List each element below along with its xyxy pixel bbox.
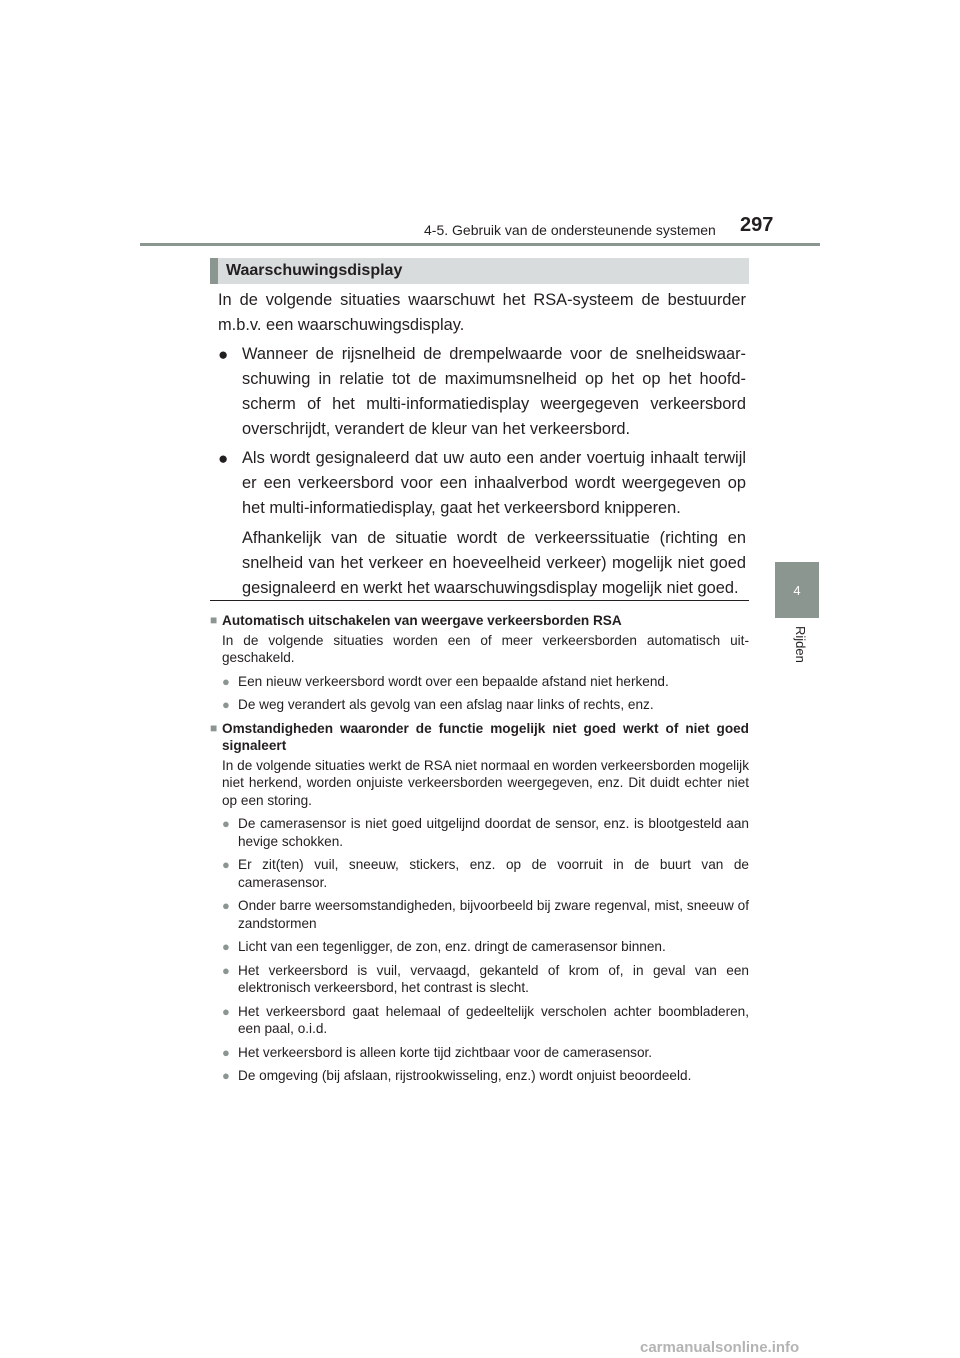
note-intro: In de volgende situaties worden een of meer verkeersborden automatisch uitgeschakeld. — [222, 632, 749, 665]
bullet-icon: ● — [222, 697, 230, 712]
bullet-icon: ● — [222, 1003, 230, 1019]
list-item-text: Onder barre weersomstandigheden, bijvoorbeeld bij zware regenval, mist, sneeuw of zandstormen — [238, 898, 749, 931]
bullet-icon: ● — [222, 1068, 230, 1083]
list-item — [210, 897, 749, 932]
list-item-text: De omgeving (bij afslaan, rijstrookwisseling, enz.) wordt onjuist beoordeeld. — [238, 1068, 692, 1083]
bullet-icon: ● — [222, 857, 230, 872]
section-title: Waarschuwingsdisplay — [210, 258, 749, 284]
list-item — [210, 696, 749, 714]
bullet-icon: ● — [222, 962, 230, 978]
header-rule — [140, 243, 820, 246]
notes-block — [210, 608, 749, 1085]
section-intro: In de volgende situaties waarschuwt het RSA-systeem de bestuurder m.b.v. een waarschuwingsdisplay. — [218, 291, 746, 334]
bullet-icon: ● — [222, 939, 230, 954]
section-body — [218, 288, 746, 601]
chapter-tab[interactable] — [775, 562, 819, 618]
list-item — [210, 1044, 749, 1062]
divider — [210, 600, 749, 601]
chapter-number: 4 — [793, 582, 801, 598]
list-item-text: Een nieuw verkeersbord wordt over een bepaalde afstand niet herkend. — [238, 673, 669, 689]
bullet-icon: ● — [222, 673, 230, 689]
list-item — [210, 938, 749, 956]
list-item — [210, 962, 749, 997]
note-heading-text: Omstandigheden waaronder de functie mogelijk niet goed werkt of niet goed signaleert — [222, 720, 749, 753]
square-icon: ■ — [210, 613, 218, 627]
list-item-text: Er zit(ten) vuil, sneeuw, stickers, enz. op de voorruit in de buurt van de camerasensor. — [238, 857, 749, 890]
list-item-text: Wanneer de rijsnelheid de drempelwaarde voor de snelheidswaarschuwing in relatie tot de maximumsnelheid op het op het hoofdscherm of het multi-informatiedisplay weergegeven verkeersbord overschrijdt, verandert de kleur van het verkeersbord. — [242, 345, 746, 438]
square-icon: ■ — [210, 720, 218, 735]
list-item-text: De weg verandert als gevolg van een afslag naar links of rechts, enz. — [238, 697, 654, 712]
list-item-text: Als wordt gesignaleerd dat uw auto een ander voertuig inhaalt terwijl er een verkeersbord voor een inhaalverbod wordt weergegeven op het multi-informatiedisplay, gaat het verkeersbord knipperen. — [242, 449, 746, 517]
bullet-icon: ● — [218, 345, 229, 364]
list-item-text: Licht van een tegenligger, de zon, enz. dringt de camerasensor binnen. — [238, 939, 666, 954]
bullet-icon: ● — [222, 898, 230, 913]
list-item-text: Het verkeersbord gaat helemaal of gedeeltelijk verscholen achter boombladeren, een paal, o.i.d. — [238, 1003, 749, 1036]
chapter-label: Rijden — [793, 626, 808, 663]
section-note: Afhankelijk van de situatie wordt de verkeerssituatie (richting en snelheid van het verkeer en hoeveelheid verkeer) mogelijk niet goed gesignaleerd en werkt het waarschuwingsdisplay mogelijk niet goed. — [242, 529, 746, 597]
list-item — [210, 1003, 749, 1038]
list-item — [210, 856, 749, 891]
running-header: 4-5. Gebruik van de ondersteunende systemen — [424, 222, 716, 238]
bullet-icon: ● — [218, 449, 229, 468]
list-item-text: De camerasensor is niet goed uitgelijnd doordat de sensor, enz. is blootgesteld aan hevige schokken. — [238, 816, 749, 849]
note-heading-text: Automatisch uitschakelen van weergave verkeersborden RSA — [222, 613, 622, 628]
note-intro: In de volgende situaties werkt de RSA niet normaal en worden verkeersborden mogelijk niet herkend, worden onjuiste verkeersborden weergegeven, enz. Dit duidt echter niet op een storing. — [222, 757, 749, 808]
list-item — [210, 1067, 749, 1085]
bullet-icon: ● — [222, 816, 230, 831]
list-item-text: Het verkeersbord is alleen korte tijd zichtbaar voor de camerasensor. — [238, 1044, 653, 1060]
bullet-icon: ● — [222, 1044, 230, 1060]
note-heading — [210, 612, 749, 630]
list-item — [218, 446, 746, 521]
page-number: 297 — [740, 214, 774, 236]
note-heading — [210, 720, 749, 755]
list-item — [218, 342, 746, 442]
list-item — [210, 673, 749, 691]
watermark: carmanualsonline.info — [640, 1339, 800, 1356]
list-item-text: Het verkeersbord is vuil, vervaagd, gekanteld of krom of, in geval van een elektronisch verkeersbord, het contrast is slecht. — [238, 962, 749, 995]
list-item — [210, 815, 749, 850]
